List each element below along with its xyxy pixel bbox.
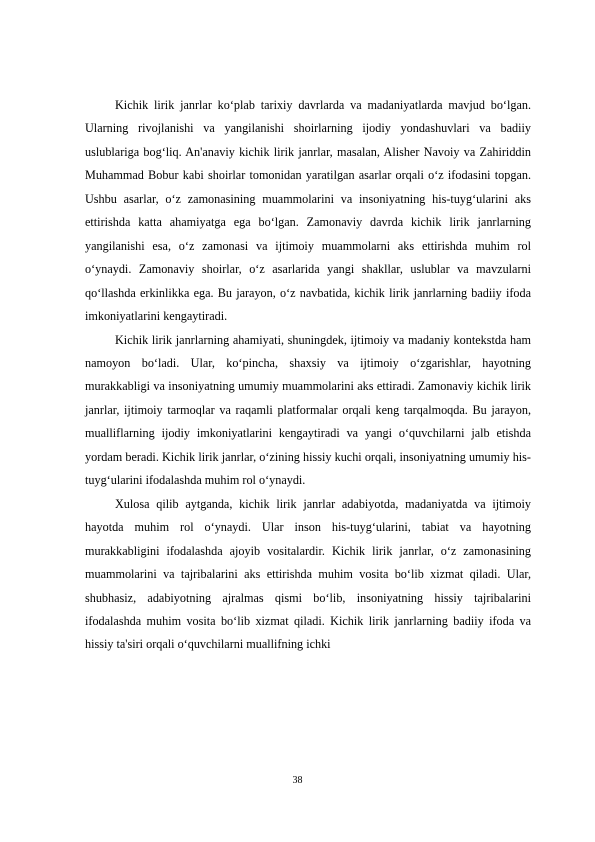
paragraph-1: Kichik lirik janrlar ko‘plab tarixiy davrlarda va madaniyatlarda mavjud bo‘lgan. Ularning rivojlanishi va yangilanishi shoirlarning ijodiy yondashuvlari va badiiy uslublariga bog‘liq. An'anaviy kichik lirik janrlar, masalan, Alisher Navoiy va Zahiriddin Muhammad Bobur kabi shoirlar tomonidan yaratilgan asarlar orqali o‘z ifodasini topgan. Ushbu asarlar, o‘z zamonasining muammolarini va insoniyatning his-tuyg‘ularini aks ettirishda katta ahamiyatga ega bo‘lgan. Zamonaviy davrda kichik lirik janrlarning yangilanishi esa, o‘z zamonasi va ijtimoiy muammolarni aks ettirishda muhim rol o‘ynaydi. Zamonaviy shoirlar, o‘z asarlarida yangi shakllar, uslublar va mavzularni qo‘llashda erkinlikka ega. Bu jarayon, o‘z navbatida, kichik lirik janrlarning badiiy ifoda imkoniyatlarini kengaytiradi. <box>85 98 531 324</box>
page-body <box>85 94 531 657</box>
paragraph-2: Kichik lirik janrlarning ahamiyati, shuningdek, ijtimoiy va madaniy kontekstda ham namoyon bo‘ladi. Ular, ko‘pincha, shaxsiy va ijtimoiy o‘zgarishlar, hayotning murakkabligi va insoniyatning umumiy muammolarini aks ettiradi. Zamonaviy kichik lirik janrlar, ijtimoiy tarmoqlar va raqamli platformalar orqali keng tarqalmoqda. Bu jarayon, mualliflarning ijodiy imkoniyatlarini kengaytiradi va yangi o‘quvchilarni jalb etishda yordam beradi. Kichik lirik janrlar, o‘zining hissiy kuchi orqali, insoniyatning umumiy his-tuyg‘ularini ifodalashda muhim rol o‘ynaydi. <box>85 332 531 488</box>
paragraph-3: Xulosa qilib aytganda, kichik lirik janrlar adabiyotda, madaniyatda va ijtimoiy hayotda muhim rol o‘ynaydi. Ular inson his-tuyg‘ularini, tabiat va hayotning murakkabligini ifodalashda ajoyib vositalardir. Kichik lirik janrlar, o‘z zamonasining muammolarini va tajribalarini aks ettirishda muhim vosita bo‘lib xizmat qiladi. Ular, shubhasiz, adabiyotning ajralmas qismi bo‘lib, insoniyatning hissiy tajribalarini ifodalashda muhim vosita bo‘lib xizmat qiladi. Kichik lirik janrlarning badiiy ifoda va hissiy ta'siri orqali o‘quvchilarni muallifning ichki <box>85 496 531 652</box>
page-number: 38 <box>292 775 303 786</box>
